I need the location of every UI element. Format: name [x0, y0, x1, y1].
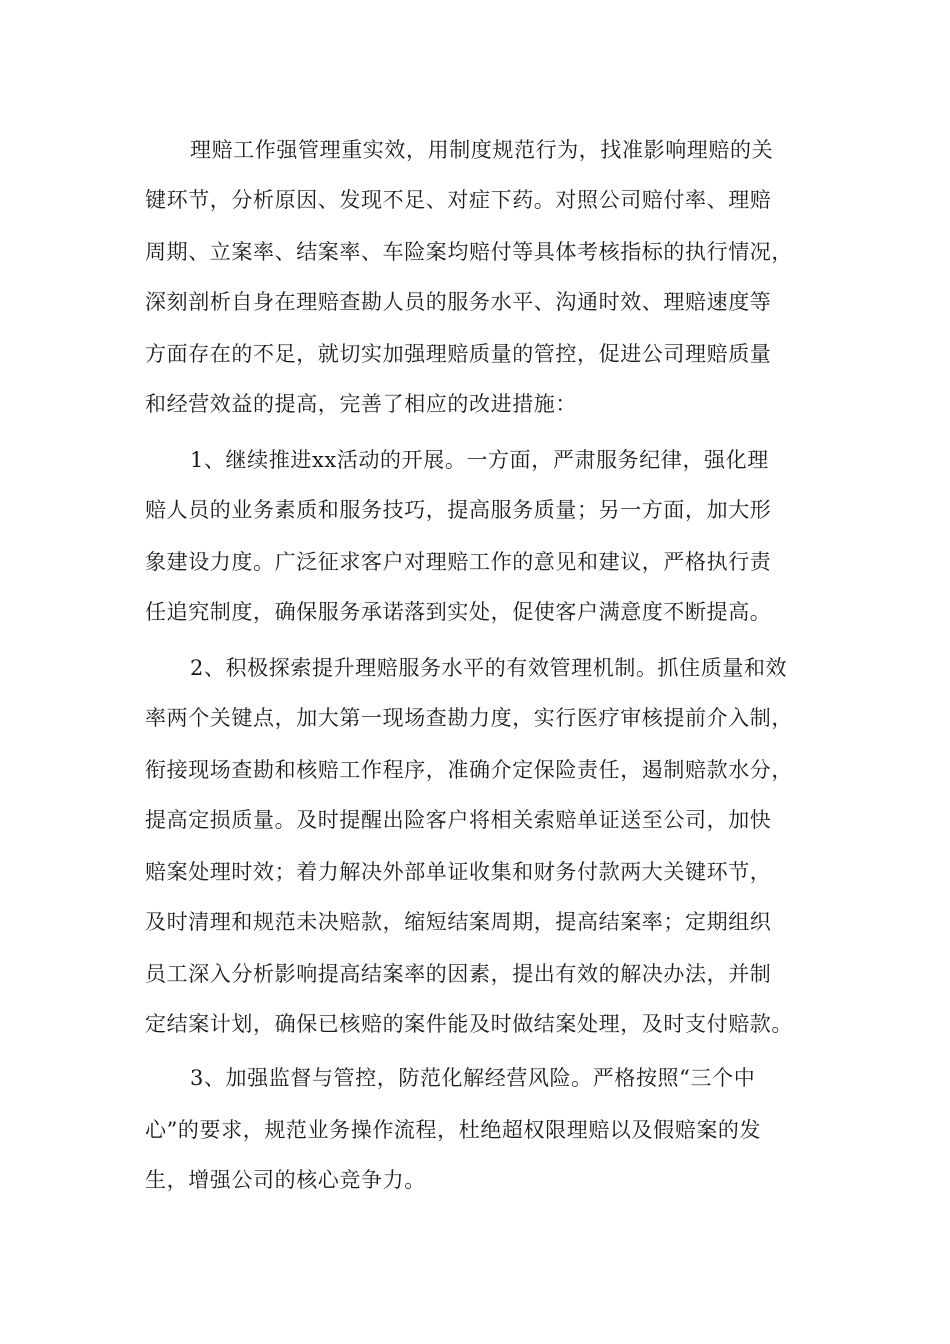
- paragraph-3-line-5: 赔案处理时效；着力解决外部单证收集和财务付款两大关键环节，: [145, 860, 772, 884]
- paragraph-1-line-3: 周期、立案率、结案率、车险案均赔付等具体考核指标的执行情况，: [145, 240, 793, 264]
- paragraph-1-line-2: 键环节，分析原因、发现不足、对症下药。对照公司赔付率、理赔: [145, 188, 772, 212]
- paragraph-3-line-6: 及时清理和规范未决赔款，缩短结案周期，提高结案率；定期组织: [145, 910, 772, 934]
- paragraph-4-line-2: 心”的要求，规范业务操作流程，杜绝超权限理赔以及假赔案的发: [145, 1118, 762, 1142]
- paragraph-3-line-7: 员工深入分析影响提高结案率的因素，提出有效的解决办法，并制: [145, 962, 772, 986]
- paragraph-3-line-4: 提高定损质量。及时提醒出险客户将相关索赔单证送至公司，加快: [145, 808, 772, 832]
- paragraph-3-line-2: 率两个关键点，加大第一现场查勘力度，实行医疗审核提前介入制，: [145, 706, 793, 730]
- paragraph-4-line-1: 3、加强监督与管控，防范化解经营风险。严格按照“三个中: [190, 1066, 756, 1090]
- paragraph-2-line-2: 赔人员的业务素质和服务技巧，提高服务质量；另一方面，加大形: [145, 498, 772, 522]
- paragraph-3-line-8: 定结案计划，确保已核赔的案件能及时做结案处理，及时支付赔款。: [145, 1012, 793, 1036]
- paragraph-3-line-3: 衔接现场查勘和核赔工作程序，准确介定保险责任，遏制赔款水分，: [145, 758, 793, 782]
- paragraph-1-line-5: 方面存在的不足，就切实加强理赔质量的管控，促进公司理赔质量: [145, 342, 772, 366]
- paragraph-2-line-4: 任追究制度，确保服务承诺落到实处，促使客户满意度不断提高。: [145, 600, 772, 624]
- paragraph-4-line-3: 生，增强公司的核心竞争力。: [145, 1168, 426, 1192]
- paragraph-3-line-1: 2、积极探索提升理赔服务水平的有效管理机制。抓住质量和效: [190, 656, 788, 680]
- paragraph-2-line-1: 1、继续推进xx活动的开展。一方面，严肃服务纪律，强化理: [190, 448, 769, 472]
- paragraph-2-line-3: 象建设力度。广泛征求客户对理赔工作的意见和建议，严格执行责: [145, 550, 772, 574]
- paragraph-1-line-1: 理赔工作强管理重实效，用制度规范行为，找准影响理赔的关: [190, 138, 774, 162]
- paragraph-1-line-6: 和经营效益的提高，完善了相应的改进措施：: [145, 392, 577, 416]
- paragraph-1-line-4: 深刻剖析自身在理赔查勘人员的服务水平、沟通时效、理赔速度等: [145, 290, 772, 314]
